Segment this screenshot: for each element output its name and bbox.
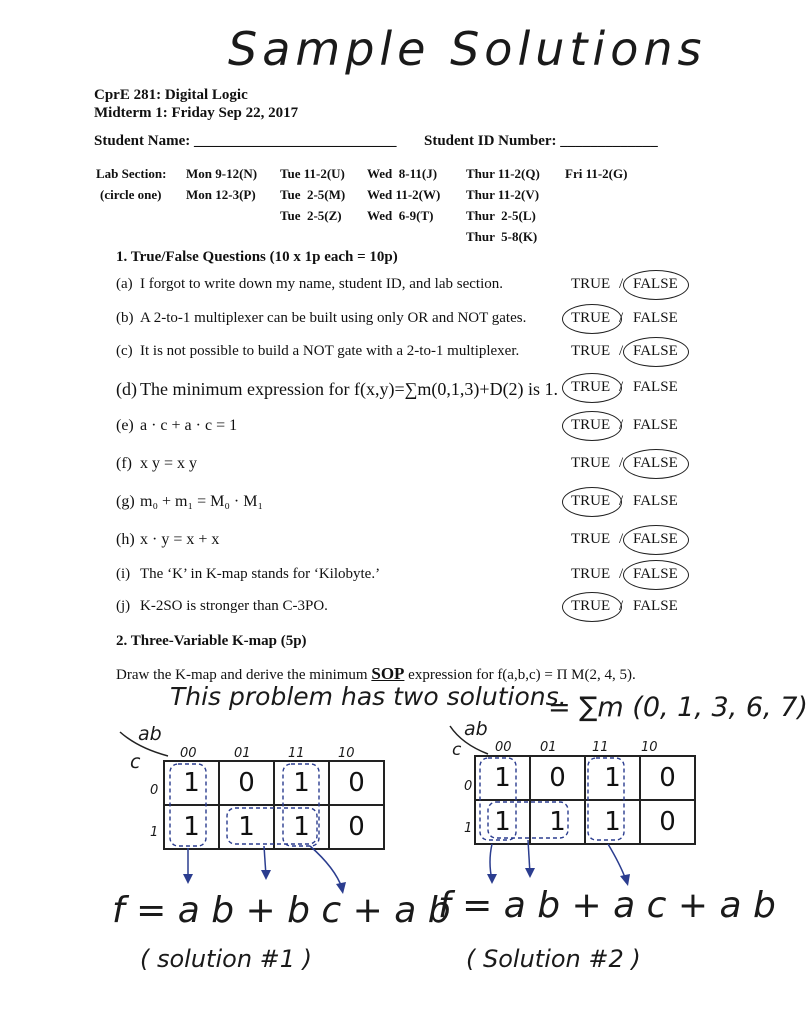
kmap1-cell: 1 <box>274 805 329 849</box>
false-option[interactable]: FALSE <box>633 598 678 614</box>
tf-question-letter: (g) <box>116 493 135 510</box>
kmap2-row-var: c <box>452 740 462 760</box>
kmap2-cell: 1 <box>585 756 640 800</box>
true-option[interactable]: TRUE <box>571 531 611 547</box>
kmap2-col-header: 10 <box>641 740 658 755</box>
lab-option[interactable]: Thur 5-8(K) <box>466 229 538 244</box>
kmap1-cell: 1 <box>219 805 274 849</box>
handwritten-minterms: = ∑m (0, 1, 3, 6, 7) <box>548 692 808 723</box>
kmap1-col-var: ab <box>138 723 162 745</box>
q2-instr-sop: SOP <box>371 664 405 683</box>
kmap1-corner-line <box>118 730 178 760</box>
option-separator: / <box>619 343 624 359</box>
kmap2-col-header: 00 <box>495 740 512 755</box>
handwritten-title: Sample Solutions <box>228 22 707 76</box>
lab-option[interactable]: Mon 12-3(P) <box>186 187 256 202</box>
kmap2-cell: 0 <box>640 756 695 800</box>
kmap2-cell: 1 <box>475 756 530 800</box>
lab-option[interactable]: Fri 11-2(G) <box>565 166 628 181</box>
kmap1-row-var: c <box>130 751 141 773</box>
q2-instr-pre: Draw the K-map and derive the minimum <box>116 667 368 683</box>
kmap1-cell: 0 <box>219 761 274 805</box>
tf-question-text: It is not possible to build a NOT gate with a 2-to-1 multiplexer. <box>140 343 520 359</box>
kmap1-cell: 1 <box>164 805 219 849</box>
tf-question-letter: (a) <box>116 276 133 292</box>
kmap2-cell: 1 <box>475 800 530 844</box>
answer-circle <box>623 560 689 590</box>
kmap1-cell: 0 <box>329 761 384 805</box>
tf-question-text: m₀ + m₁ = M₀ · M₁ <box>140 493 264 510</box>
false-option[interactable]: FALSE <box>633 343 678 359</box>
lab-option[interactable]: Tue 11-2(U) <box>280 166 345 181</box>
false-option[interactable]: FALSE <box>633 417 678 433</box>
lab-option[interactable]: Wed 6-9(T) <box>367 208 434 223</box>
kmap1-row-header: 1 <box>150 825 159 840</box>
kmap1-col-header: 01 <box>234 746 251 761</box>
tf-question-letter: (d) <box>116 379 137 399</box>
kmap1-col-header: 00 <box>180 746 197 761</box>
kmap2-row-header: 1 <box>464 821 473 836</box>
q1-heading: 1. True/False Questions (10 x 1p each = 10p) <box>116 249 398 265</box>
lab-option[interactable]: Mon 9-12(N) <box>186 166 258 181</box>
handwritten-note: This problem has two solutions. <box>170 682 567 711</box>
false-option[interactable]: FALSE <box>633 276 678 292</box>
solution2-expression: f = a b + a c + a b <box>438 885 776 926</box>
kmap1-col-header: 10 <box>338 746 355 761</box>
lab-option[interactable]: Tue 2-5(Z) <box>280 208 342 223</box>
student-id-field[interactable]: Student ID Number: _____________ <box>424 133 658 149</box>
answer-circle <box>562 592 622 622</box>
kmap2-col-header: 11 <box>592 740 609 755</box>
option-separator: / <box>619 310 624 326</box>
answer-circle <box>623 449 689 479</box>
tf-question-letter: (j) <box>116 598 131 614</box>
q2-instructions <box>116 664 636 684</box>
q2-heading: 2. Three-Variable K-map (5p) <box>116 633 307 649</box>
q2-instr-post: expression for f(a,b,c) = Π M(2, 4, 5). <box>408 667 636 683</box>
kmap2-col-header: 01 <box>540 740 557 755</box>
lab-option[interactable]: Thur 11-2(Q) <box>466 166 540 181</box>
option-separator: / <box>619 455 624 471</box>
tf-question-text: The minimum expression for f(x,y)=∑m(0,1,3)+D(2) is 1. <box>140 379 559 399</box>
kmap1-col-header: 11 <box>288 746 305 761</box>
answer-circle <box>562 487 622 517</box>
false-option[interactable]: FALSE <box>633 493 678 509</box>
option-separator: / <box>619 276 624 292</box>
kmap2-col-var: ab <box>464 718 488 740</box>
answer-circle <box>562 411 622 441</box>
false-option[interactable]: FALSE <box>633 531 678 547</box>
tf-question-text: a · c + a · c = 1 <box>140 417 238 434</box>
kmap2-row-header: 0 <box>464 779 473 794</box>
kmap2-cell: 0 <box>530 756 585 800</box>
true-option[interactable]: TRUE <box>571 598 611 614</box>
solution1-label: ( solution #1 ) <box>140 945 313 973</box>
true-option[interactable]: TRUE <box>571 310 611 326</box>
tf-question-letter: (f) <box>116 455 132 472</box>
false-option[interactable]: FALSE <box>633 455 678 471</box>
lab-option[interactable]: Thur 2-5(L) <box>466 208 536 223</box>
option-separator: / <box>619 598 624 614</box>
kmap1-row-header: 0 <box>150 783 159 798</box>
option-separator: / <box>619 531 624 547</box>
lab-option[interactable]: Tue 2-5(M) <box>280 187 346 202</box>
tf-question-text: I forgot to write down my name, student ID, and lab section. <box>140 276 503 292</box>
solution2-label: ( Solution #2 ) <box>466 945 641 973</box>
true-option[interactable]: TRUE <box>571 276 611 292</box>
tf-question-letter: (c) <box>116 343 133 359</box>
true-option[interactable]: TRUE <box>571 566 611 582</box>
lab-section-note: (circle one) <box>100 187 162 202</box>
tf-question-text: A 2-to-1 multiplexer can be built using only OR and NOT gates. <box>140 310 527 326</box>
tf-question-text: K-2SO is stronger than C-3PO. <box>140 598 328 614</box>
lab-option[interactable]: Wed 8-11(J) <box>367 166 438 181</box>
tf-question-letter: (b) <box>116 310 134 326</box>
student-name-field[interactable]: Student Name: ___________________________ <box>94 133 397 149</box>
option-separator: / <box>619 493 624 509</box>
answer-circle <box>623 270 689 300</box>
kmap1-groupings <box>160 758 390 898</box>
course-title: CprE 281: Digital Logic <box>94 87 248 103</box>
kmap1-cell: 1 <box>164 761 219 805</box>
true-option[interactable]: TRUE <box>571 493 611 509</box>
kmap1-cell: 0 <box>329 805 384 849</box>
answer-circle <box>623 337 689 367</box>
kmap2-cell: 1 <box>530 800 585 844</box>
option-separator: / <box>619 566 624 582</box>
tf-question-text: The ‘K’ in K-map stands for ‘Kilobyte.’ <box>140 566 381 582</box>
answer-circle <box>562 304 622 334</box>
option-separator: / <box>619 417 624 433</box>
tf-question-letter: (h) <box>116 531 135 548</box>
solution1-expression: f = a b + b c + a b <box>112 890 451 931</box>
tf-question-letter: (i) <box>116 566 131 582</box>
tf-question-text: x y = x y <box>140 455 198 472</box>
false-option[interactable]: FALSE <box>633 566 678 582</box>
kmap1-cell: 1 <box>274 761 329 805</box>
tf-question-letter: (e) <box>116 417 134 434</box>
true-option[interactable]: TRUE <box>571 343 611 359</box>
kmap2-cell: 0 <box>640 800 695 844</box>
lab-option[interactable]: Wed 11-2(W) <box>367 187 441 202</box>
exam-title: Midterm 1: Friday Sep 22, 2017 <box>94 105 299 121</box>
kmap2-cell: 1 <box>585 800 640 844</box>
tf-question-text: x · y = x + x <box>140 531 220 548</box>
kmap2-groupings <box>470 752 700 892</box>
answer-circle <box>623 525 689 555</box>
true-option[interactable]: TRUE <box>571 417 611 433</box>
answer-circle <box>562 373 622 403</box>
lab-section-label: Lab Section: <box>96 166 167 181</box>
false-option[interactable]: FALSE <box>633 310 678 326</box>
lab-option[interactable]: Thur 11-2(V) <box>466 187 540 202</box>
true-option[interactable]: TRUE <box>571 455 611 471</box>
option-separator: / <box>619 379 624 395</box>
true-option[interactable]: TRUE <box>571 379 611 395</box>
false-option[interactable]: FALSE <box>633 379 678 395</box>
